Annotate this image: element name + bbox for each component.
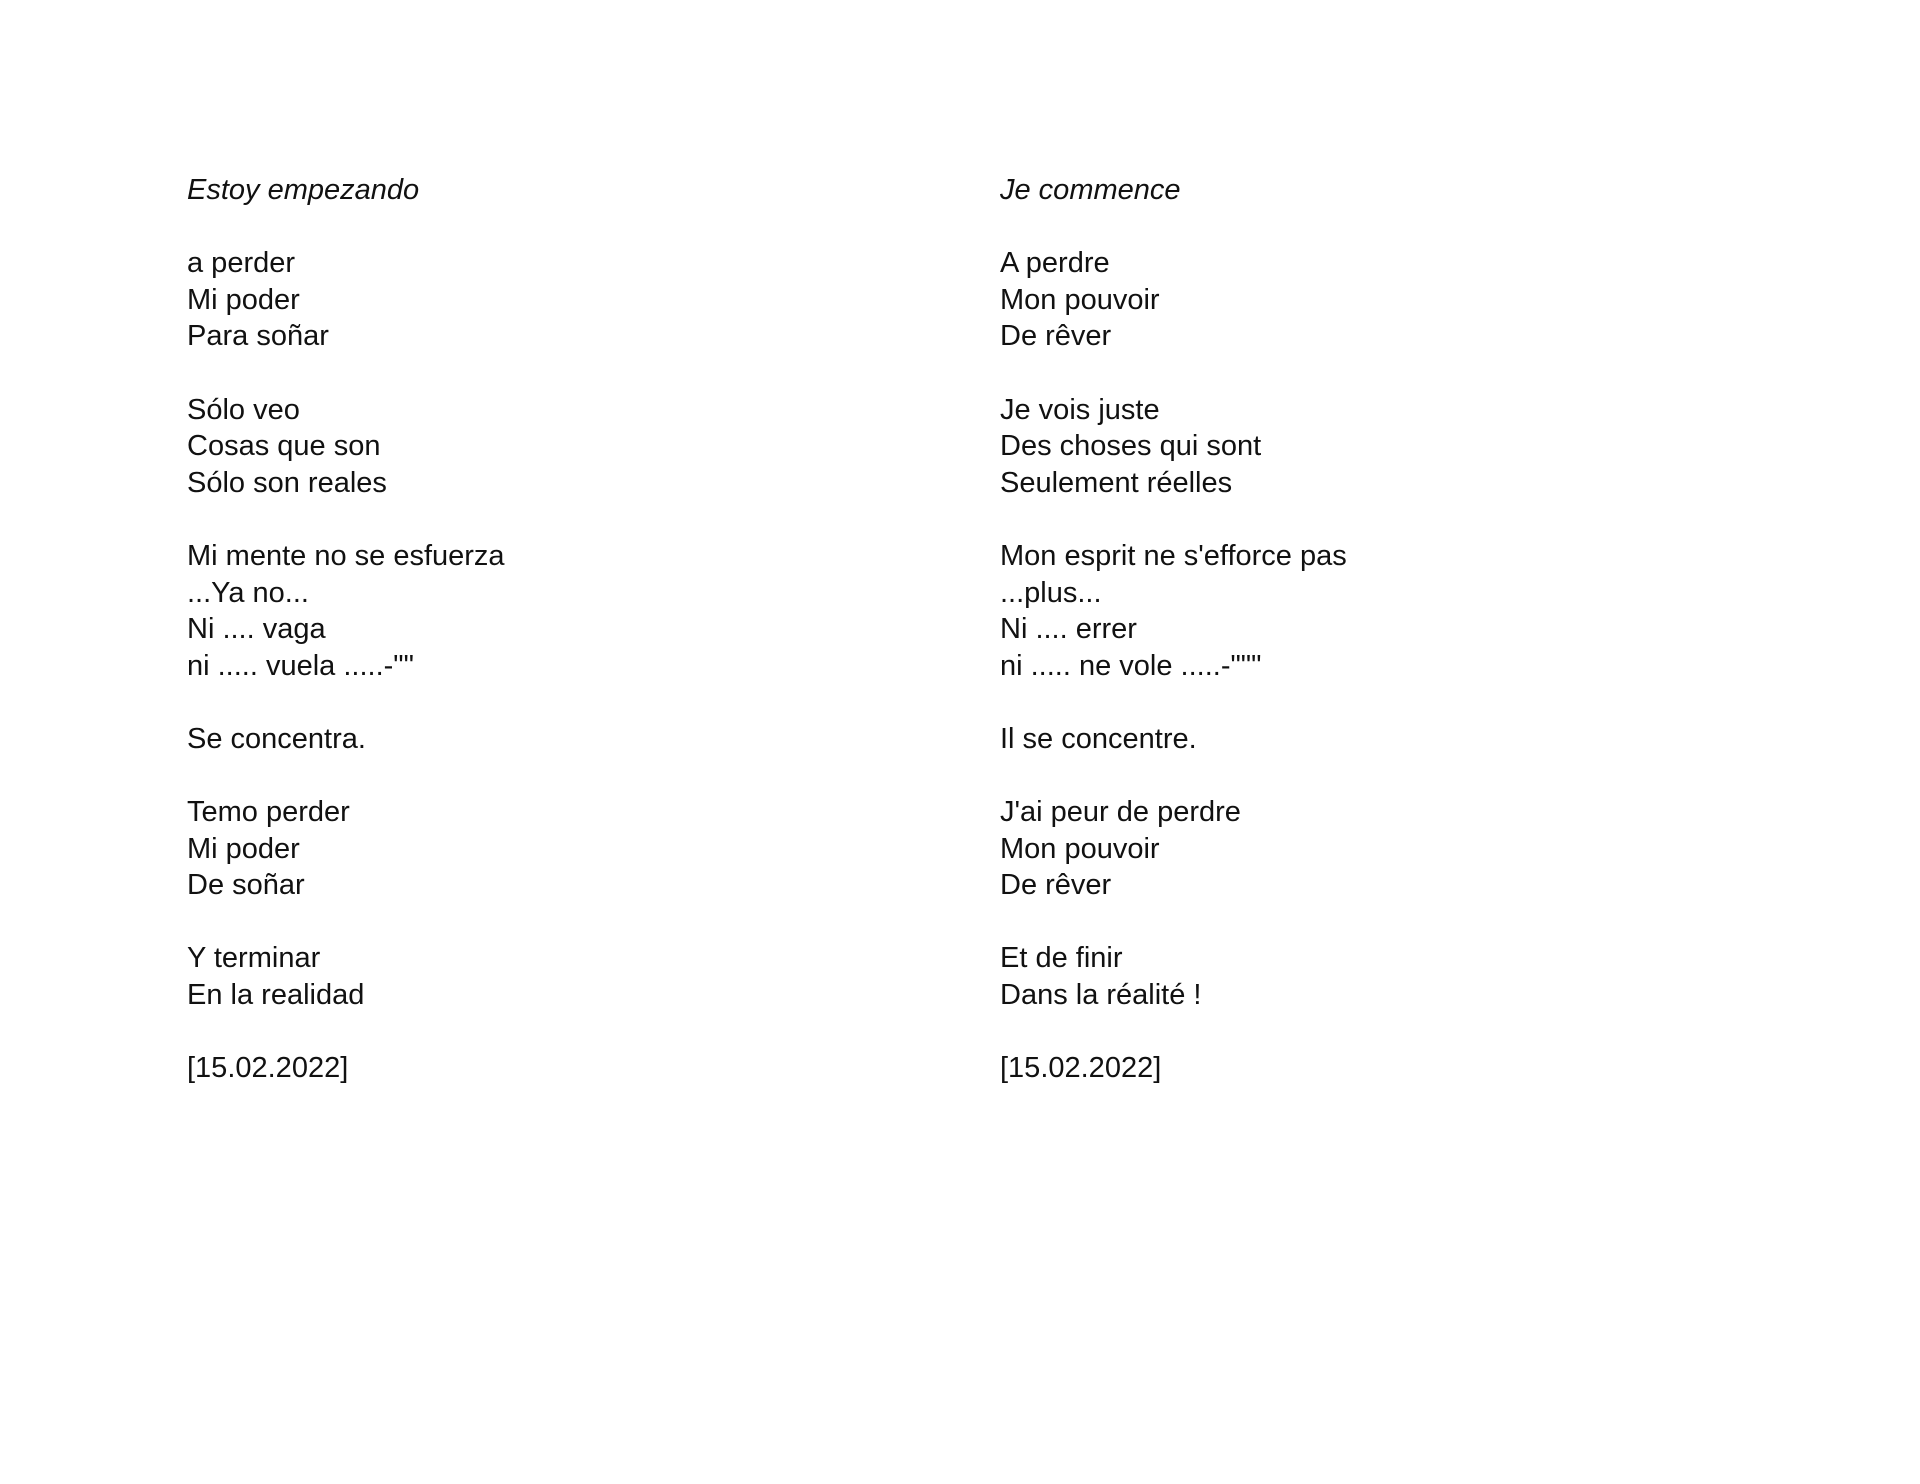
poem-line: Je vois juste xyxy=(1000,393,1160,426)
poem-line: Mon pouvoir xyxy=(1000,283,1160,316)
poem-column-spanish xyxy=(187,172,947,1087)
poem-line: Mi mente no se esfuerza xyxy=(187,539,505,572)
poem-date: [15.02.2022] xyxy=(187,1052,349,1085)
poem-date: [15.02.2022] xyxy=(1000,1052,1162,1085)
stanza-gap xyxy=(187,758,947,795)
poem-line: ...plus... xyxy=(1000,576,1102,609)
poem-line: Des choses qui sont xyxy=(1000,430,1262,463)
poem-line: Mon esprit ne s'efforce pas xyxy=(1000,539,1347,572)
poem-line: En la realidad xyxy=(187,979,365,1012)
stanza-gap xyxy=(187,1014,947,1051)
stanza-gap xyxy=(1000,1014,1760,1051)
poem-title: Je commence xyxy=(1000,174,1181,206)
poem-line: Mi poder xyxy=(187,283,300,316)
poem-line: De soñar xyxy=(187,869,305,902)
stanza-gap xyxy=(187,904,947,941)
stanza-gap xyxy=(1000,501,1760,538)
stanza-gap xyxy=(1000,355,1760,392)
poem-line: Para soñar xyxy=(187,320,329,353)
poem-line: Temo perder xyxy=(187,796,350,829)
stanza-gap xyxy=(187,684,947,721)
poem-line: Mon pouvoir xyxy=(1000,832,1160,865)
poem-line: ni ..... ne vole .....-""" xyxy=(1000,649,1262,682)
poem-line: Cosas que son xyxy=(187,430,381,463)
stanza-gap xyxy=(1000,209,1760,246)
poem-line: Se concentra. xyxy=(187,722,366,755)
poem-line: De rêver xyxy=(1000,869,1112,902)
stanza-gap xyxy=(1000,904,1760,941)
stanza-gap xyxy=(1000,684,1760,721)
poem-line: A perdre xyxy=(1000,247,1110,280)
stanza-gap xyxy=(187,355,947,392)
poem-line: J'ai peur de perdre xyxy=(1000,796,1241,829)
poem-line: Ni .... vaga xyxy=(187,613,326,646)
stanza-gap xyxy=(1000,758,1760,795)
poem-line: Seulement réelles xyxy=(1000,466,1233,499)
stanza-gap xyxy=(187,209,947,246)
poem-line: Mi poder xyxy=(187,832,300,865)
poem-line: a perder xyxy=(187,247,296,280)
poem-title: Estoy empezando xyxy=(187,174,420,206)
poem-line: Y terminar xyxy=(187,942,321,975)
poem-line: Et de finir xyxy=(1000,942,1123,975)
poem-line: Il se concentre. xyxy=(1000,722,1197,755)
poem-line: Dans la réalité ! xyxy=(1000,979,1202,1012)
poem-line: ni ..... vuela .....-"" xyxy=(187,649,414,682)
poem-line: Sólo veo xyxy=(187,393,300,426)
poem-line: De rêver xyxy=(1000,320,1112,353)
poem-line: Ni .... errer xyxy=(1000,613,1137,646)
stanza-gap xyxy=(187,501,947,538)
poem-column-french xyxy=(1000,172,1760,1087)
poem-line: Sólo son reales xyxy=(187,466,387,499)
poem-line: ...Ya no... xyxy=(187,576,309,609)
